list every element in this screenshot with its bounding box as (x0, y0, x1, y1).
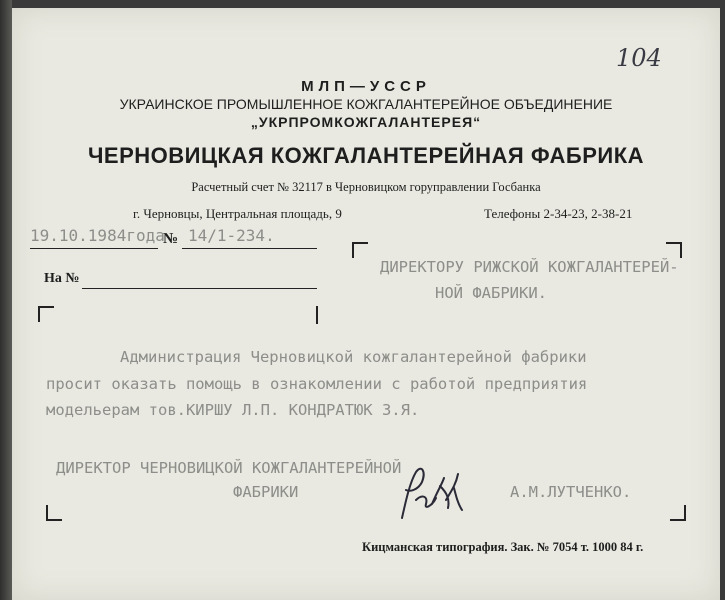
addressee-line-2: НОЙ ФАБРИКИ. (435, 284, 547, 302)
reference-line (82, 288, 317, 289)
addressee-line-1: ДИРЕКТОРУ РИЖСКОЙ КОЖГАЛАНТЕРЕЙ- (380, 258, 679, 276)
association-name: УКРАИНСКОЕ ПРОМЫШЛЕННОЕ КОЖГАЛАНТЕРЕЙНОЕ ОБЪЕДИНЕНИЕ (119, 96, 613, 112)
handwritten-signature (392, 460, 472, 528)
number-line (182, 248, 317, 249)
number-label: № (163, 231, 179, 247)
document-page (12, 8, 720, 600)
printer-imprint: Кицманская типография. Зак. № 7054 т. 1000 84 г. (362, 540, 644, 554)
signatory-name: А.М.ЛУТЧЕНКО. (510, 483, 632, 501)
body-top-mark (316, 306, 318, 324)
factory-address: г. Черновцы, Центральная площадь, 9 (133, 206, 342, 221)
reference-label: На № (44, 271, 80, 286)
signatory-title-2: ФАБРИКИ (233, 483, 299, 501)
addressee-corner-tr (666, 242, 682, 258)
date-line (30, 248, 158, 249)
body-corner-tl (38, 306, 54, 322)
factory-phones: Телефоны 2-34-23, 2-38-21 (484, 206, 633, 221)
factory-name: ЧЕРНОВИЦКАЯ КОЖГАЛАНТЕРЕЙНАЯ ФАБРИКА (87, 143, 645, 168)
body-line-2: просит оказать помощь в ознакомлении с работой предприятия (46, 375, 588, 393)
document-number: 14/1-234. (188, 226, 275, 245)
document-date: 19.10.1984года (30, 226, 165, 245)
archive-number: 104 (616, 44, 662, 72)
footer-corner-br (670, 505, 686, 521)
addressee-corner-tl (352, 242, 368, 258)
bank-account: Расчетный счет № 32117 в Черновицком горуправлении Госбанка (191, 180, 541, 194)
ministry-header: МЛП—УССР (301, 78, 431, 95)
footer-corner-bl (46, 505, 62, 521)
signatory-title-1: ДИРЕКТОР ЧЕРНОВИЦКОЙ КОЖГАЛАНТЕРЕЙНОЙ (56, 459, 402, 477)
body-line-3: модельерам тов.КИРШУ Л.П. КОНДРАТЮК З.Я. (46, 401, 420, 419)
page-left-edge (0, 0, 12, 600)
body-line-1: Администрация Черновицкой кожгалантерейной фабрики (120, 348, 587, 366)
association-short-name: „УКРПРОМКОЖГАЛАНТЕРЕЯ“ (250, 114, 482, 130)
